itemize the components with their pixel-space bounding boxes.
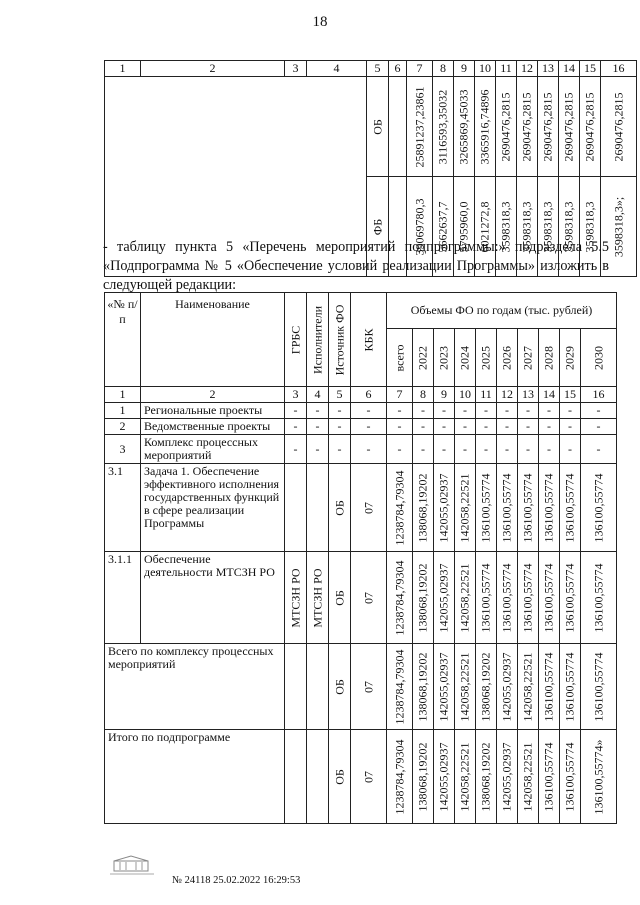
top-value-cell: 2690476,2815 [559, 77, 580, 177]
dash-cell: - [560, 419, 581, 435]
top-value-cell: 5662637,7 [433, 177, 454, 277]
row-name: Региональные проекты [141, 403, 285, 419]
top-value-cell: 3116593,35032 [433, 77, 454, 177]
source-cell: ОБ [329, 730, 351, 824]
dash-cell: - [560, 403, 581, 419]
row-number: 3.1 [105, 464, 141, 552]
dash-cell: - [329, 403, 351, 419]
dash-cell: - [434, 435, 455, 464]
value-cell: 1238784,79304 [387, 464, 413, 552]
column-number: 8 [413, 387, 434, 403]
row-number: 3 [105, 435, 141, 464]
value-cell: 142058,22521 [518, 644, 539, 730]
value-cell: 142058,22521 [455, 730, 476, 824]
value-cell: 138068,19202 [413, 552, 434, 644]
dash-cell: - [455, 435, 476, 464]
executor-cell: МТСЗН РО [307, 552, 329, 644]
header-year: 2022 [413, 329, 434, 387]
top-col-number: 2 [141, 61, 285, 77]
dash-cell: - [476, 419, 497, 435]
executor-cell [307, 464, 329, 552]
dash-cell: - [387, 419, 413, 435]
value-cell: 136100,55774 [560, 644, 581, 730]
grbs-cell [285, 464, 307, 552]
value-cell: 142055,02937 [497, 644, 518, 730]
value-cell: 136100,55774 [539, 464, 560, 552]
dash-cell: - [581, 419, 617, 435]
row-name: Всего по комплексу процессных мероприятий [105, 644, 285, 730]
value-cell: 1238784,79304 [387, 644, 413, 730]
header-source: Источник ФО [329, 293, 351, 387]
value-cell: 142058,22521 [455, 644, 476, 730]
header-year: 2026 [497, 329, 518, 387]
value-cell: 142058,22521 [455, 464, 476, 552]
top-value-cell: 39069780,3 [407, 177, 433, 277]
value-cell: 142055,02937 [497, 730, 518, 824]
row-number: 1 [105, 403, 141, 419]
dash-cell: - [387, 403, 413, 419]
value-cell: 136100,55774 [539, 644, 560, 730]
top-col-number: 9 [454, 61, 475, 77]
page-number: 18 [312, 14, 328, 30]
top-col-number: 1 [105, 61, 141, 77]
grbs-cell [285, 644, 307, 730]
kbk-cell: 07 [351, 552, 387, 644]
value-cell: 142055,02937 [434, 464, 455, 552]
value-cell: 136100,55774 [539, 552, 560, 644]
column-number: 6 [351, 387, 387, 403]
top-col-number: 6 [389, 61, 407, 77]
table-row [105, 730, 617, 824]
top-value-cell: 3598318,3»; [601, 177, 637, 277]
table-row [105, 644, 617, 730]
dash-cell: - [518, 435, 539, 464]
grbs-cell [285, 730, 307, 824]
value-cell: 136100,55774 [581, 464, 617, 552]
row-name: Комплекс процессных мероприятий [141, 435, 285, 464]
column-number: 4 [307, 387, 329, 403]
dash-cell: - [518, 419, 539, 435]
header-grbs: ГРБС [285, 293, 307, 387]
value-cell: 142055,02937 [434, 730, 455, 824]
header-year: 2028 [539, 329, 560, 387]
value-cell: 136100,55774 [497, 552, 518, 644]
column-number: 14 [539, 387, 560, 403]
header-name: Наименование [141, 293, 285, 387]
value-cell: 138068,19202 [413, 644, 434, 730]
top-col-number: 8 [433, 61, 454, 77]
column-number: 9 [434, 387, 455, 403]
top-value-cell: 3265869,45033 [454, 77, 475, 177]
value-cell: 1238784,79304 [387, 730, 413, 824]
dash-cell: - [329, 419, 351, 435]
executor-cell [307, 730, 329, 824]
value-cell: 142058,22521 [518, 730, 539, 824]
dash-cell: - [560, 435, 581, 464]
dash-cell: - [476, 403, 497, 419]
header-year: 2025 [476, 329, 497, 387]
grbs-cell: МТСЗН РО [285, 552, 307, 644]
kbk-cell: 07 [351, 644, 387, 730]
dash-cell: - [329, 435, 351, 464]
header-year: 2029 [560, 329, 581, 387]
header-executors: Исполнители [307, 293, 329, 387]
column-number: 5 [329, 387, 351, 403]
top-value-cell: 2690476,2815 [580, 77, 601, 177]
top-col-number: 3 [285, 61, 307, 77]
top-empty-cell [389, 77, 407, 177]
table-row [105, 552, 617, 644]
source-cell: ОБ [329, 644, 351, 730]
column-number: 12 [497, 387, 518, 403]
dash-cell: - [539, 403, 560, 419]
top-col-number: 16 [601, 61, 637, 77]
value-cell: 138068,19202 [413, 464, 434, 552]
value-cell: 136100,55774 [560, 464, 581, 552]
top-value-cell: 5795960,0 [454, 177, 475, 277]
value-cell: 136100,55774 [497, 464, 518, 552]
top-value-cell: 2690476,2815 [538, 77, 559, 177]
value-cell: 136100,55774 [476, 464, 497, 552]
value-cell: 136100,55774 [581, 644, 617, 730]
dash-cell: - [413, 435, 434, 464]
top-col-number: 7 [407, 61, 433, 77]
row-name: Итого по подпрограмме [105, 730, 285, 824]
top-value-cell: 2690476,2815 [517, 77, 538, 177]
top-col-number: 14 [559, 61, 580, 77]
kbk-cell: 07 [351, 464, 387, 552]
top-source-cell: ФБ [367, 177, 389, 277]
column-number: 11 [476, 387, 497, 403]
header-volumes: Объемы ФО по годам (тыс. рублей) [387, 293, 617, 329]
value-cell: 136100,55774 [518, 464, 539, 552]
top-value-cell: 3598318,3 [580, 177, 601, 277]
header-year: 2024 [455, 329, 476, 387]
column-number: 1 [105, 387, 141, 403]
column-number: 3 [285, 387, 307, 403]
top-col-number: 15 [580, 61, 601, 77]
dash-cell: - [434, 419, 455, 435]
top-col-number: 4 [307, 61, 367, 77]
top-value-cell: 25891237,23861 [407, 77, 433, 177]
table-row [105, 419, 617, 435]
top-value-cell: 3598318,3 [496, 177, 517, 277]
dash-cell: - [497, 403, 518, 419]
dash-cell: - [387, 435, 413, 464]
dash-cell: - [497, 419, 518, 435]
dash-cell: - [307, 435, 329, 464]
top-value-cell: 3365916,74896 [475, 77, 496, 177]
dash-cell: - [434, 403, 455, 419]
top-value-cell: 3598318,3 [559, 177, 580, 277]
dash-cell: - [455, 419, 476, 435]
source-cell: ОБ [329, 552, 351, 644]
column-number: 13 [518, 387, 539, 403]
row-name: Ведомственные проекты [141, 419, 285, 435]
column-number: 7 [387, 387, 413, 403]
dash-cell: - [497, 435, 518, 464]
column-number: 16 [581, 387, 617, 403]
header-num: «№ п/п [105, 293, 141, 387]
dash-cell: - [351, 435, 387, 464]
dash-cell: - [581, 403, 617, 419]
value-cell: 136100,55774 [539, 730, 560, 824]
table-row [105, 403, 617, 419]
column-number: 2 [141, 387, 285, 403]
top-col-number: 13 [538, 61, 559, 77]
dash-cell: - [518, 403, 539, 419]
value-cell: 138068,19202 [476, 730, 497, 824]
header-year: всего [387, 329, 413, 387]
value-cell: 142055,02937 [434, 644, 455, 730]
value-cell: 136100,55774 [518, 552, 539, 644]
top-value-cell: 6021272,8 [475, 177, 496, 277]
dash-cell: - [285, 435, 307, 464]
dash-cell: - [455, 403, 476, 419]
dash-cell: - [413, 419, 434, 435]
dash-cell: - [307, 419, 329, 435]
dash-cell: - [351, 403, 387, 419]
source-cell: ОБ [329, 464, 351, 552]
top-col-number: 5 [367, 61, 389, 77]
value-cell: 138068,19202 [476, 644, 497, 730]
dash-cell: - [476, 435, 497, 464]
document-footer: № 24118 25.02.2022 16:29:53 [172, 875, 301, 886]
row-name: Обеспечение деятельности МТСЗН РО [141, 552, 285, 644]
header-year: 2027 [518, 329, 539, 387]
top-col-number: 11 [496, 61, 517, 77]
row-number: 2 [105, 419, 141, 435]
main-table [104, 292, 617, 824]
value-cell: 142055,02937 [434, 552, 455, 644]
dash-cell: - [307, 403, 329, 419]
dash-cell: - [413, 403, 434, 419]
dash-cell: - [581, 435, 617, 464]
top-col-number: 10 [475, 61, 496, 77]
dash-cell: - [285, 403, 307, 419]
header-year: 2030 [581, 329, 617, 387]
instruction-paragraph: - таблицу пункта 5 «Перечень мероприятий подпрограммы:» подраздела 5.5 «Подпрограмма № 5 «Обеспечение условий реализации Программы» изложить в следующей редакции: [103, 239, 609, 293]
top-value-cell: 2690476,2815 [601, 77, 637, 177]
value-cell: 1238784,79304 [387, 552, 413, 644]
value-cell: 138068,19202 [413, 730, 434, 824]
dash-cell: - [285, 419, 307, 435]
top-source-cell: ОБ [367, 77, 389, 177]
dash-cell: - [351, 419, 387, 435]
value-cell: 136100,55774 [581, 552, 617, 644]
value-cell: 136100,55774 [560, 730, 581, 824]
column-number: 15 [560, 387, 581, 403]
value-cell: 142058,22521 [455, 552, 476, 644]
top-value-cell: 3598318,3 [517, 177, 538, 277]
executor-cell [307, 644, 329, 730]
top-value-cell: 2690476,2815 [496, 77, 517, 177]
kbk-cell: 07 [351, 730, 387, 824]
value-cell: 136100,55774 [476, 552, 497, 644]
header-year: 2023 [434, 329, 455, 387]
document-stamp-logo [106, 855, 158, 877]
row-number: 3.1.1 [105, 552, 141, 644]
column-number: 10 [455, 387, 476, 403]
dash-cell: - [539, 419, 560, 435]
header-kbk: КБК [351, 293, 387, 387]
top-col-number: 12 [517, 61, 538, 77]
table-row [105, 464, 617, 552]
row-name: Задача 1. Обеспечение эффективного исполнения государственных функций в сфере реализации Программы [141, 464, 285, 552]
top-value-cell: 3598318,3 [538, 177, 559, 277]
value-cell: 136100,55774» [581, 730, 617, 824]
table-row [105, 435, 617, 464]
dash-cell: - [539, 435, 560, 464]
value-cell: 136100,55774 [560, 552, 581, 644]
